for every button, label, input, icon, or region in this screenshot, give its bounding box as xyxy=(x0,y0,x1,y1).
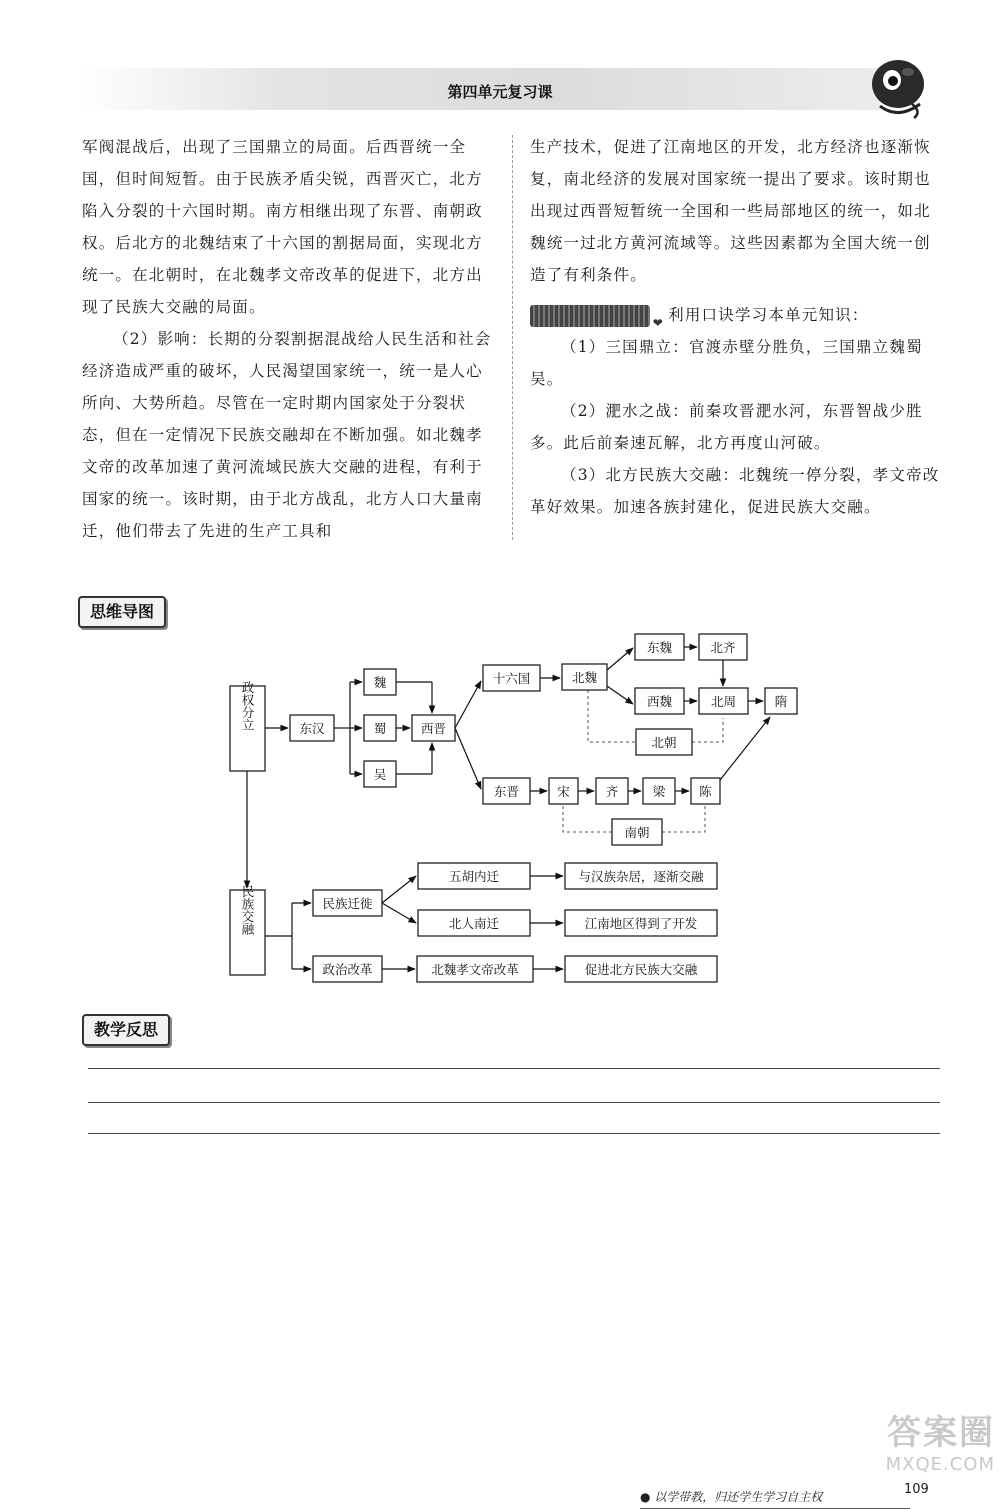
node-beichao-label: 北朝 xyxy=(651,735,677,750)
node-xiwei xyxy=(635,688,684,714)
section-tag-mind-map: 思维导图 xyxy=(78,596,166,628)
node-shiliuguo xyxy=(483,665,540,691)
node-shu xyxy=(364,715,396,741)
page-number: 109 xyxy=(904,1482,929,1497)
paragraph-continued: 生产技术，促进了江南地区的开发，北方经济也逐渐恢复，南北经济的发展对国家统一提出了要求。该时期也出现过西晋短暂统一全国和一些局部地区的统一，如北魏统一过北方黄河流域等。这些因素都为全国大统一创造了有利条件。 xyxy=(530,138,931,284)
node-xiaowen-result-label: 促进北方民族大交融 xyxy=(584,962,698,977)
node-sui xyxy=(765,688,797,714)
node-beiren-result-label: 江南地区得到了开发 xyxy=(584,916,698,931)
node-regime-label: 政权分立 xyxy=(240,681,255,731)
node-shiliuguo-label: 十六国 xyxy=(492,671,531,686)
rhyme-item: （1）三国鼎立：官渡赤壁分胜负，三国鼎立魏蜀吴。 xyxy=(530,338,923,388)
watermark-line1: 答案圈 xyxy=(887,1413,995,1453)
node-xiaowen-result xyxy=(565,956,717,982)
node-xiwei-label: 西魏 xyxy=(646,694,673,709)
node-donghan-label: 东汉 xyxy=(299,721,325,736)
node-wuhu-label: 五胡内迁 xyxy=(448,869,500,884)
node-xiaowen xyxy=(417,956,533,982)
node-beiren xyxy=(418,910,530,936)
node-dongwei xyxy=(635,634,684,660)
node-beiren-result xyxy=(565,910,717,936)
node-liang xyxy=(643,778,675,804)
node-xijin-label: 西晋 xyxy=(420,721,447,736)
page-header-title: 第四单元复习课 xyxy=(447,83,553,101)
node-wuhu xyxy=(418,863,530,889)
footer-slogan-text: 以学带教，归还学生学习自主权 xyxy=(654,1490,823,1504)
node-beizhou xyxy=(699,688,748,714)
node-nanchao-label: 南朝 xyxy=(624,825,650,840)
paragraph-influence: （2）影响：长期的分裂割据混战给人民生活和社会经济造成严重的破坏，人民渴望国家统一，统一是人心所向、大势所趋。尽管在一定时期内国家处于分裂状态，但在一定情况下民族交融却在不断加强。如北魏孝文帝的改革加速了黄河流域民族大交融的进程，有利于国家的统一。该时期，由于北方战乱，北方人口大量南迁，他们带去了先进的生产工具和 xyxy=(82,330,492,540)
node-beiwei xyxy=(562,664,607,690)
rhyme-item: （2）淝水之战：前秦攻晋淝水河，东晋智战少胜多。此后前秦速瓦解，北方再度山河破。 xyxy=(530,402,923,452)
node-nanchao xyxy=(612,819,662,845)
node-dongwei-label: 东魏 xyxy=(646,640,673,655)
node-migration xyxy=(313,890,382,916)
node-dongjin xyxy=(483,778,530,804)
node-beiqi xyxy=(699,634,747,660)
footer-slogan: ● 以学带教，归还学生学习自主权 xyxy=(640,1490,823,1504)
node-wuhu-result-label: 与汉族杂居，逐渐交融 xyxy=(578,869,704,884)
node-donghan xyxy=(290,715,334,741)
node-ethnic-label: 民族交融 xyxy=(240,885,255,935)
node-chen xyxy=(691,778,720,804)
node-wei-label: 魏 xyxy=(373,675,387,690)
node-beizhou-label: 北周 xyxy=(710,694,737,709)
node-beiren-label: 北人南迁 xyxy=(448,916,500,931)
node-wei xyxy=(364,669,396,695)
node-reform xyxy=(313,956,382,982)
node-wuhu-result xyxy=(565,863,717,889)
section-tag-reflection: 教学反思 xyxy=(82,1014,170,1046)
node-migration-label: 民族迁徙 xyxy=(322,896,373,911)
node-dongjin-label: 东晋 xyxy=(493,784,520,799)
node-shu-label: 蜀 xyxy=(373,721,387,736)
node-regime xyxy=(230,680,265,771)
reflection-line xyxy=(88,1133,940,1134)
node-sui-label: 隋 xyxy=(774,694,788,709)
rhyme-item: （3）北方民族大交融：北魏统一停分裂，孝文帝改革好效果。加速各族封建化，促进民族大交融。 xyxy=(530,466,940,516)
reflection-line xyxy=(88,1068,940,1069)
node-beichao xyxy=(636,729,692,755)
node-song-label: 宋 xyxy=(557,784,570,799)
node-beiwei-label: 北魏 xyxy=(571,670,598,685)
watermark-line2: MXQE.COM xyxy=(885,1454,995,1475)
paragraph-intro: 军阀混战后，出现了三国鼎立的局面。后西晋统一全国，但时间短暂。由于民族矛盾尖锐，西晋灭亡，北方陷入分裂的十六国时期。南方相继出现了东晋、南朝政权。后北方的北魏结束了十六国的割据局面，实现北方统一。在北朝时，在北魏孝文帝改革的促进下，北方出现了民族大交融的局面。 xyxy=(82,138,483,316)
node-liang-label: 梁 xyxy=(652,784,666,799)
node-ethnic xyxy=(230,885,265,975)
node-beiqi-label: 北齐 xyxy=(710,640,736,655)
node-xiaowen-label: 北魏孝文帝改革 xyxy=(431,962,519,977)
node-wu xyxy=(364,761,396,787)
node-chen-label: 陈 xyxy=(699,784,712,799)
reflection-line xyxy=(88,1102,940,1103)
tip-intro: 利用口诀学习本单元知识： xyxy=(668,306,869,324)
node-xijin xyxy=(412,715,455,741)
node-wu-label: 吴 xyxy=(373,767,387,782)
node-reform-label: 政治改革 xyxy=(322,962,373,977)
watermark xyxy=(845,1405,995,1475)
node-qi-label: 齐 xyxy=(605,784,619,799)
node-qi xyxy=(596,778,628,804)
node-song xyxy=(549,778,578,804)
